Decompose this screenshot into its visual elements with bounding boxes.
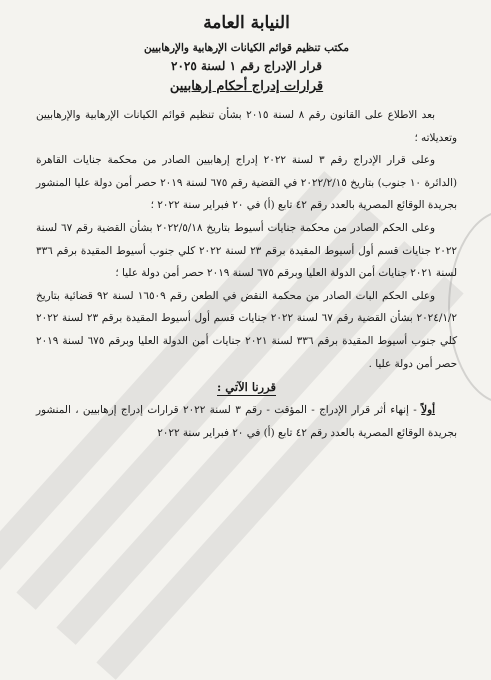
decision-item-first <box>36 399 457 444</box>
office-name: مكتب تنظيم قوائم الكيانات الإرهابية والإرهابيين <box>143 42 350 54</box>
document-header <box>36 10 457 98</box>
authority-title: النيابة العامة <box>203 13 290 33</box>
paragraph-assiut-ruling: وعلى الحكم الصادر من محكمة جنايات أسيوط بتاريخ ٢٠٢٢/٥/١٨ بشأن القضية رقم ٦٧ لسنة ٢٠٢٢ جنايات قسم أول أسيوط المقيدة برقم ٢٣ لسنة ٢٠٢٢ كلي جنوب أسيوط المقيدة برقم ٣٣٦ لسنة ٢٠٢١ جنايات أمن الدولة العليا وبرقم ٦٧٥ لسنة ٢٠١٩ حصر أمن دولة عليا ؛ <box>36 221 458 280</box>
paragraph-legal-basis: بعد الاطلاع على القانون رقم ٨ لسنة ٢٠١٥ بشأن تنظيم قوائم الكيانات الإرهابية والإرهابيين وتعديلاته ؛ <box>36 109 457 144</box>
decision-heading-text: قررنا الآتي : <box>217 380 276 395</box>
paragraph-prior-decision: وعلى قرار الإدراج رقم ٣ لسنة ٢٠٢٢ إدراج إرهابيين الصادر من محكمة جنايات القاهرة (الدائرة ١٠ جنوب) بتاريخ ٢٠٢٢/٢/١٥ في القضية رقم ٦٧٥ لسنة ٢٠١٩ حصر أمن دولة عليا المنشور بجريدة الوقائع المصرية بالعدد رقم ٤٢ تابع (أ) في ٢٠ فبراير سنة ٢٠٢٢ ؛ <box>36 154 458 212</box>
document-body <box>36 104 457 444</box>
item-label: أولاً <box>421 404 435 417</box>
item-text: - إنهاء أثر قرار الإدراج - المؤقت - رقم ٣ لسنة ٢٠٢٢ قرارات إدراج إرهابيين ، المنشور بجريدة الوقائع المصرية بالعدد رقم ٤٢ تابع (أ) في ٢٠ فبراير سنة ٢٠٢٢ <box>36 404 457 439</box>
decision-number: قرار الإدراج رقم ١ لسنة ٢٠٢٥ <box>171 59 322 73</box>
paragraph-cassation-ruling: وعلى الحكم البات الصادر من محكمة النقض في الطعن رقم ١٦٥٠٩ لسنة ٩٢ قضائية بتاريخ ٢٠٢٤/١/٢ بشأن القضية رقم ٦٧ لسنة ٢٠٢٢ جنايات قسم أول أسيوط المقيدة برقم ٢٣ لسنة ٢٠٢٢ كلي جنوب أسيوط المقيدة برقم ٣٣٦ لسنة ٢٠٢١ جنايات أمن الدولة العليا وبرقم ٦٧٥ لسنة ٢٠١٩ حصر أمن دولة عليا . <box>36 289 458 370</box>
document-title: قرارات إدراج أحكام إرهابيين <box>169 79 324 94</box>
decision-heading <box>36 375 457 399</box>
